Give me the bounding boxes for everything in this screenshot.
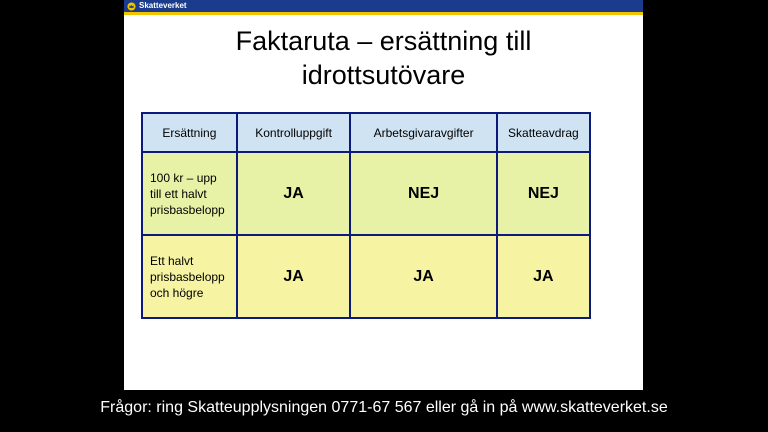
column-header-skatteavdrag: Skatteavdrag <box>498 114 589 153</box>
slide-title <box>124 24 643 92</box>
table-header-row <box>143 114 589 153</box>
cell-skatteavdrag: JA <box>498 236 589 317</box>
video-caption: Frågor: ring Skatteupplysningen 0771-67 567 eller gå in på www.skatteverket.se <box>100 399 668 416</box>
cell-arbetsgivaravgifter: NEJ <box>351 153 497 236</box>
brand-name: Skatteverket <box>139 1 187 10</box>
slide <box>124 0 643 390</box>
brand-bar <box>124 0 643 12</box>
brand-logo <box>127 0 187 12</box>
row-label: Ett halvt prisbasbelopp och högre <box>143 236 238 317</box>
fact-table <box>141 112 591 319</box>
brand-stripe <box>124 12 643 15</box>
cell-arbetsgivaravgifter: JA <box>351 236 497 317</box>
column-header-ersattning: Ersättning <box>143 114 238 153</box>
slide-title-line-2: idrottsutövare <box>301 60 466 90</box>
cell-kontrolluppgift: JA <box>238 236 352 317</box>
table-row <box>143 153 589 236</box>
column-header-kontrolluppgift: Kontrolluppgift <box>238 114 352 153</box>
row-label: 100 kr – upp till ett halvt prisbasbelopp <box>143 153 238 236</box>
table-row <box>143 236 589 317</box>
cell-skatteavdrag: NEJ <box>498 153 589 236</box>
crown-icon <box>127 2 136 11</box>
column-header-arbetsgivaravgifter: Arbetsgivaravgifter <box>351 114 497 153</box>
cell-kontrolluppgift: JA <box>238 153 352 236</box>
slide-title-line-1: Faktaruta – ersättning till <box>235 26 532 56</box>
